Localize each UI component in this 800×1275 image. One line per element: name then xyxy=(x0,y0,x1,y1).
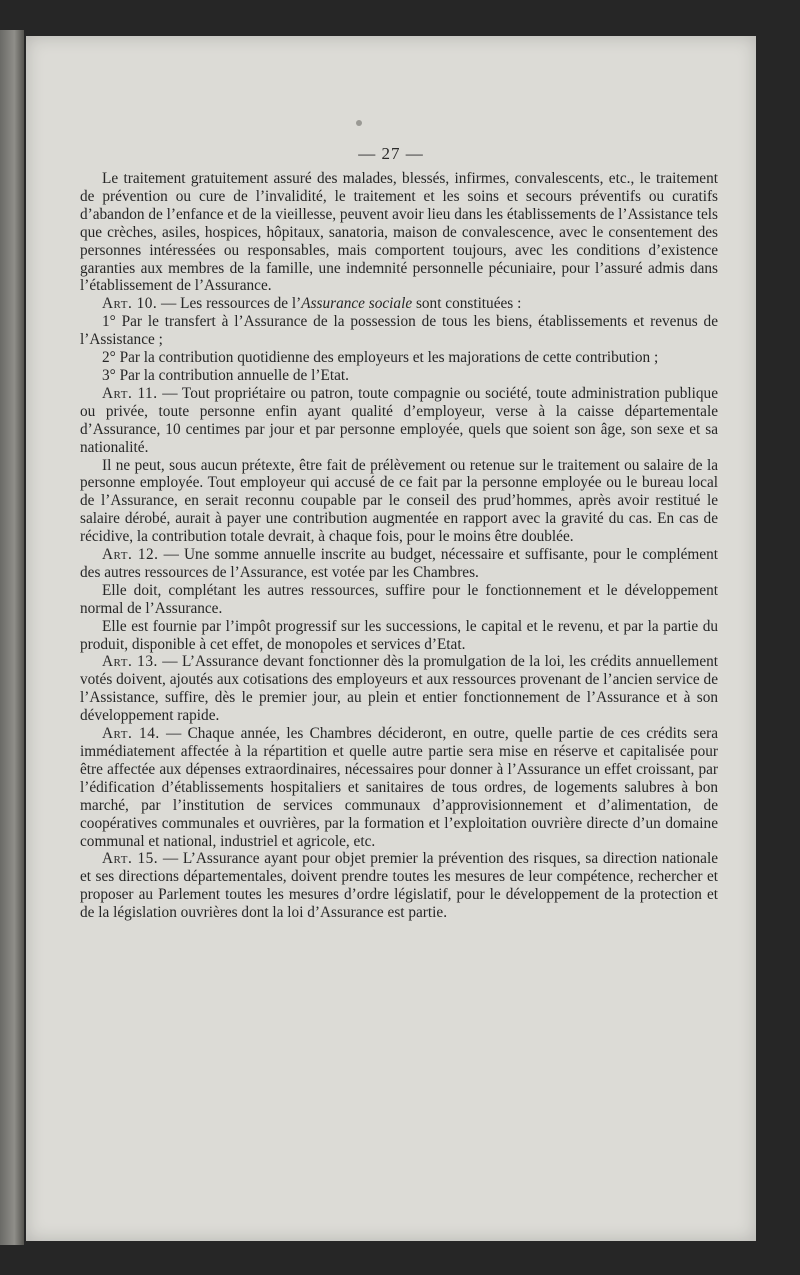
article-text: — Les ressources de l’ xyxy=(161,295,302,313)
list-item-text: 1° Par le transfert à l’Assurance de la possession de tous les biens, établissements et revenus de l’Assistance ; xyxy=(80,313,718,349)
paragraph-text: Il ne peut, sous aucun prétexte, être fait de prélèvement ou retenue sur le traitement ou salaire de la personne employée. Tout employeur qui accusé de ce fait par la personne employée ou le bureau local de l’Assurance, en serait reconnu coupable par le conseil des prud’hommes, après avoir restitué le salaire dérobé, aurait à payer une contribution augmentée en rapport avec la gravité du cas. En cas de récidive, la contribution totale devrait, à chaque fois, pour le moins être doublée. xyxy=(80,456,718,546)
article-label: Art. 15. xyxy=(102,850,159,868)
paragraph-text: Elle doit, complétant les autres ressources, suffire pour le fonctionnement et le développement normal de l’Assurance. xyxy=(80,581,718,617)
page-mark xyxy=(356,120,362,126)
article-label: Art. 13. xyxy=(102,653,158,671)
list-item-3 xyxy=(80,367,718,385)
article-text: — L’Assurance ayant pour objet premier la prévention des risques, sa direction nationale et ses directions départementales, doivent prendre toutes les mesures de leur compétence, rechercher et proposer au Parlement toutes les mesures d’ordre législatif, pour le développement de la protection et de la législation ouvrières dont la loi d’Assurance est partie. xyxy=(80,850,718,922)
page-number: — 27 — xyxy=(358,144,424,163)
paragraph-11b xyxy=(80,457,718,547)
list-item-text: 3° Par la contribution annuelle de l’Etat. xyxy=(102,366,349,384)
article-label: Art. 14. xyxy=(102,725,160,743)
article-label: Art. 10. xyxy=(102,295,158,313)
paragraph-1 xyxy=(80,170,718,295)
article-12 xyxy=(80,546,718,582)
article-15 xyxy=(80,850,718,922)
article-italic-text: Assurance sociale xyxy=(301,295,413,313)
paragraph-12b xyxy=(80,582,718,618)
article-label: Art. 12. xyxy=(102,546,159,564)
article-text: — L’Assurance devant fonctionner dès la promulgation de la loi, les crédits annuellement votés doivent, ajoutés aux cotisations des employeurs et aux ressources provenant de l’ancien service de l’Assistance, suffire, dès le premier jour, au plein et entier fonctionnement de l’Assurance et à son développement rapide. xyxy=(80,653,719,725)
paragraph-text: Le traitement gratuitement assuré des malades, blessés, infirmes, convalescents, etc., le traitement de prévention ou cure de l’invalidité, le traitement et les soins et secours préventifs ou curatifs d’abandon de l’enfance et de la vieillesse, peuvent avoir lieu dans les établissements de l’Assistance tels que crèches, asiles, hospices, hôpitaux, sanatoria, maison de convalescence, avec le consentement des personnes intéressées ou responsables, mais comportent toujours, avec les conditions d’existence garanties aux membres de la famille, une indemnité personnelle pécuniaire, pour l’assuré admis dans l’établissement de l’Assurance. xyxy=(80,170,719,295)
previous-page-edge xyxy=(0,30,24,1245)
article-10 xyxy=(80,295,718,313)
list-item-text: 2° Par la contribution quotidienne des employeurs et les majorations de cette contribution ; xyxy=(102,349,659,367)
article-text: — Tout propriétaire ou patron, toute compagnie ou société, toute administration publique ou privée, toute personne enfin ayant qualité d’employeur, verse à la caisse départementale d’Assurance, 10 centimes par jour et par personne employée, quels que soient son âge, son sexe et sa nationalité. xyxy=(80,384,718,456)
list-item-1 xyxy=(80,313,718,349)
article-11 xyxy=(80,385,718,457)
paragraph-text: Elle est fournie par l’impôt progressif sur les successions, le capital et le revenu, et par la partie du produit, disponible à cet effet, de monopoles et services d’Etat. xyxy=(80,617,718,653)
article-13 xyxy=(80,653,718,725)
list-item-2 xyxy=(80,349,718,367)
article-text: — Une somme annuelle inscrite au budget, nécessaire et suffisante, pour le complément des autres ressources de l’Assurance, est votée par les Chambres. xyxy=(80,546,718,581)
article-text: — Chaque année, les Chambres décideront, en outre, quelle partie de ces crédits sera immédiatement affectée à la répartition et quelle autre partie sera mise en réserve et capitalisée pour être affectée aux dépenses extraordinaires, nécessaires pour donner à l’Assurance un effet croissant, par l’édification d’établissements hospitaliers et sanitaires de tous ordres, de logements salubres à bon marché, par l’institution de services communaux d’approvisionnement et d’alimentation, de coopératives communales et ouvrières, par la formation et l’exploitation ouvrière directe d’un domaine communal et national, industriel et agricole, etc. xyxy=(80,725,718,850)
book-page xyxy=(26,36,756,1241)
paragraph-12c xyxy=(80,618,718,654)
article-label: Art. 11. xyxy=(102,384,158,402)
article-text-end: sont constituées : xyxy=(412,295,522,313)
body-text xyxy=(80,170,718,922)
article-14 xyxy=(80,725,718,850)
